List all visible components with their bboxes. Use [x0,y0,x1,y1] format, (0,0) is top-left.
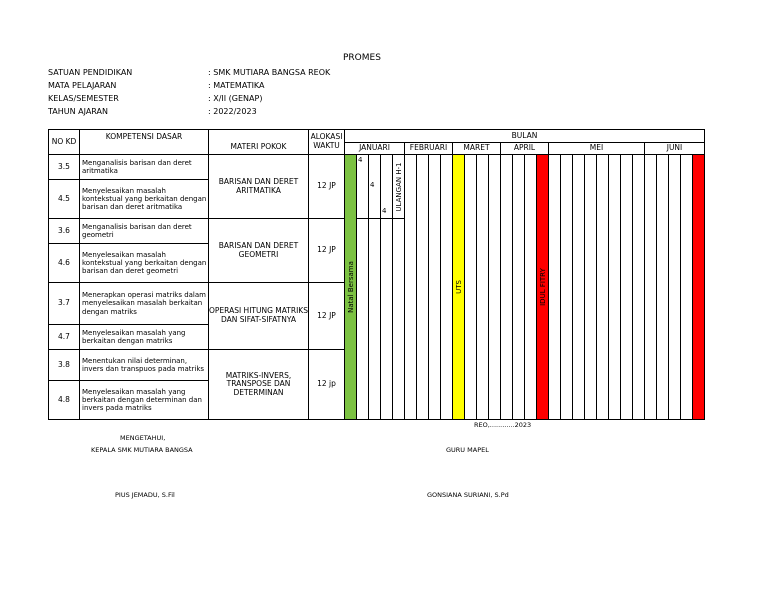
week-cell [609,155,621,420]
info-value-tahun: : 2022/2023 [208,107,257,116]
kd-number: 3.5 [49,155,80,180]
jp-mark: 4 [358,156,363,164]
header-kompetensi: KOMPETENSI DASAR [80,130,209,155]
week-cell [369,155,381,219]
juni-red-column [693,155,705,420]
ulangan-column [393,155,405,219]
header-alokasi: ALOKASI WAKTU [309,130,345,155]
kd-number: 3.6 [49,219,80,244]
materi-cell: BARISAN DAN DERET ARITMATIKA [209,155,309,219]
info-label-kelas: KELAS/SEMESTER [48,94,119,103]
guru-mapel-name: GONSIANA SURIANI, S.Pd [427,491,509,499]
kd-number: 4.7 [49,325,80,350]
week-cell [549,155,561,420]
week-cell [393,219,405,420]
week-cell [357,155,369,219]
promes-table [48,129,705,420]
month-februari: FEBRUARI [405,143,453,155]
week-cell [405,155,417,420]
natal-bersama-column [345,155,357,420]
week-cell [633,155,645,420]
kepala-sekolah-title: KEPALA SMK MUTIARA BANGSA [91,446,193,454]
place-date: REO,............2023 [474,421,532,429]
natal-bersama-label: Natal Bersama [346,261,355,313]
week-cell [441,155,453,420]
kd-number: 4.6 [49,244,80,283]
week-cell [525,155,537,420]
jp-mark: 4 [382,207,387,215]
week-cell [657,155,669,420]
kepala-sekolah-name: PIUS JEMADU, S.Fil [115,491,175,499]
week-cell [597,155,609,420]
kd-text: Menganalisis barisan dan deret aritmatika [80,155,209,180]
uts-column [453,155,465,420]
info-value-kelas: : X/II (GENAP) [208,94,263,103]
kd-number: 3.8 [49,350,80,381]
info-label-tahun: TAHUN AJARAN [48,107,108,116]
month-april: APRIL [501,143,549,155]
info-label-satuan: SATUAN PENDIDIKAN [48,68,133,77]
week-cell [477,155,489,420]
week-cell [513,155,525,420]
idul-fitry-label: IDUL FITRY [538,268,547,306]
jp-mark: 4 [370,181,375,189]
info-label-mapel: MATA PELAJARAN [48,81,117,90]
page-title: PROMES [343,53,381,63]
alokasi-cell: 12 JP [309,219,345,283]
week-cell [417,155,429,420]
alokasi-cell: 12 JP [309,283,345,350]
materi-cell: OPERASI HITUNG MATRIKS DAN SIFAT-SIFATNYA [209,283,309,350]
guru-mapel-title: GURU MAPEL [446,446,489,454]
kd-text: Menyelesaikan masalah kontekstual yang berkaitan dengan barisan dan deret geometri [80,244,209,283]
week-cell [357,219,369,420]
week-cell [681,155,693,420]
month-mei: MEI [549,143,645,155]
week-cell [621,155,633,420]
week-cell [381,219,393,420]
idul-fitry-column [537,155,549,420]
kd-number: 4.8 [49,381,80,420]
week-cell [561,155,573,420]
week-cell [573,155,585,420]
month-juni: JUNI [645,143,705,155]
kd-text: Menentukan nilai determinan, invers dan transpuos pada matriks [80,350,209,381]
kd-text: Menyelesaikan masalah yang berkaitan dengan determinan dan invers pada matriks [80,381,209,420]
month-januari: JANUARI [345,143,405,155]
month-maret: MARET [453,143,501,155]
week-cell [429,155,441,420]
week-cell [645,155,657,420]
kd-text: Menyelesaikan masalah yang berkaitan dengan matriks [80,325,209,350]
week-cell [489,155,501,420]
uts-label: UTS [454,280,463,294]
mengetahui-label: MENGETAHUI, [120,434,166,442]
header-materi: MATERI POKOK [209,130,309,155]
info-value-satuan: : SMK MUTIARA BANGSA REOK [208,68,331,77]
materi-cell: MATRIKS-INVERS, TRANSPOSE DAN DETERMINAN [209,350,309,420]
kd-text: Menyelesaikan masalah kontekstual yang berkaitan dengan barisan dan deret aritmatika [80,180,209,219]
week-cell [585,155,597,420]
header-bulan: BULAN [345,130,705,143]
kd-number: 4.5 [49,180,80,219]
alokasi-cell: 12 jp [309,350,345,420]
info-value-mapel: : MATEMATIKA [208,81,265,90]
week-cell [501,155,513,420]
week-cell [465,155,477,420]
week-cell [669,155,681,420]
week-cell [381,155,393,219]
kd-text: Menerapkan operasi matriks dalam menyelesaikan masalah berkaitan dengan matriks [80,283,209,325]
kd-number: 3.7 [49,283,80,325]
materi-cell: BARISAN DAN DERET GEOMETRI [209,219,309,283]
week-cell [369,219,381,420]
kd-text: Menganalisis barisan dan deret geometri [80,219,209,244]
ulangan-label: ULANGAN H-1 [394,161,403,212]
header-no-kd: NO KD [49,130,80,155]
alokasi-cell: 12 JP [309,155,345,219]
